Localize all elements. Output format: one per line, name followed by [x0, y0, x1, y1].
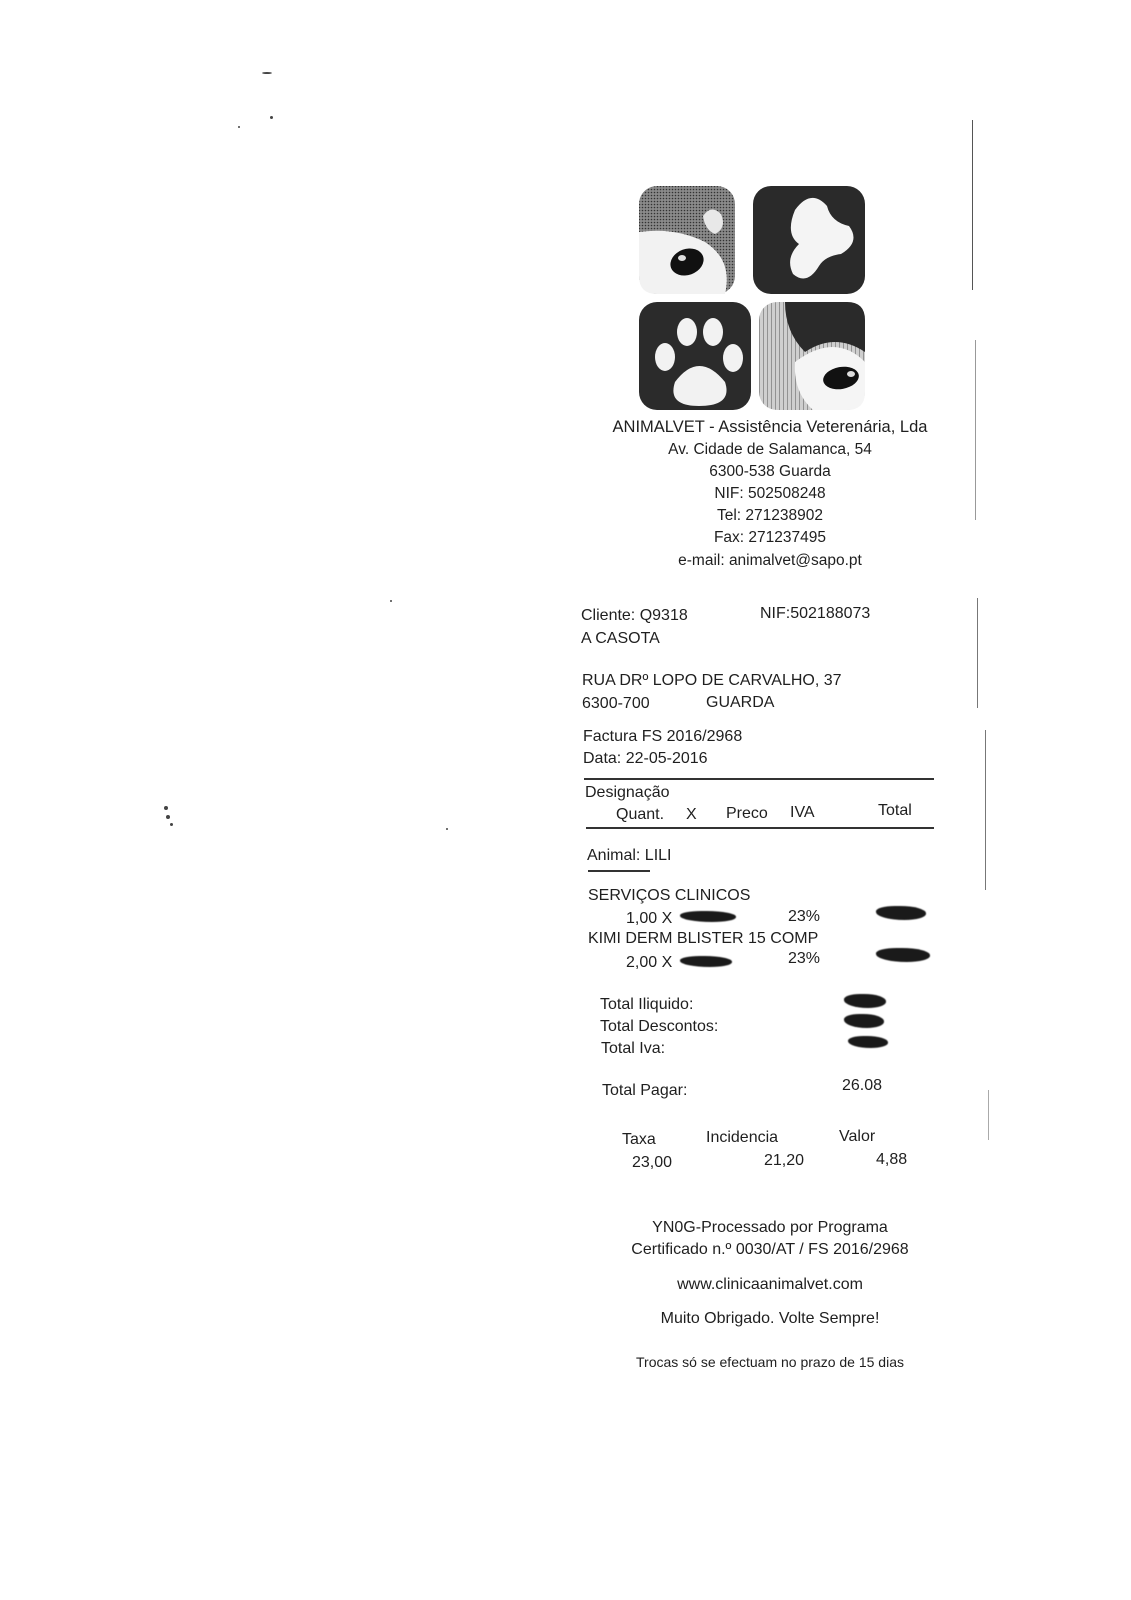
footer-thanks: Muito Obrigado. Volte Sempre!: [660, 1310, 880, 1327]
client-code: Cliente: Q9318: [581, 607, 688, 624]
company-address: Av. Cidade de Salamanca, 54: [668, 441, 872, 458]
client-city: GUARDA: [706, 694, 775, 711]
client-street: RUA DRº LOPO DE CARVALHO, 37: [582, 672, 842, 689]
invoice-date: Data: 22-05-2016: [583, 750, 708, 767]
scan-speck: [164, 806, 168, 810]
tax-base: 21,20: [764, 1152, 805, 1169]
item-2-name: KIMI DERM BLISTER 15 COMP: [588, 930, 819, 947]
header-price: Preco: [726, 805, 768, 822]
header-quantity: Quant.: [616, 806, 665, 823]
invoice-number: Factura FS 2016/2968: [583, 728, 743, 745]
redacted-total: [876, 948, 930, 962]
total-pay-value: 26.08: [842, 1077, 883, 1094]
footer-processed: YN0G-Processado por Programa: [652, 1219, 888, 1236]
item-1-name: SERVIÇOS CLINICOS: [588, 887, 751, 904]
redacted-total-liquid: [844, 994, 886, 1008]
tax-rate: 23,00: [632, 1154, 673, 1171]
company-nif: NIF: 502508248: [714, 485, 826, 502]
item-1-iva: 23%: [788, 908, 821, 925]
footer-website: www.clinicaanimalvet.com: [677, 1276, 863, 1293]
company-email: e-mail: animalvet@sapo.pt: [678, 552, 862, 569]
tax-header-value: Valor: [839, 1128, 876, 1145]
scan-speck: [166, 815, 170, 819]
animalvet-logo: [635, 182, 870, 414]
total-liquid-label: Total Iliquido:: [600, 996, 694, 1013]
scan-speck: [238, 126, 240, 128]
tax-header-rate: Taxa: [622, 1131, 656, 1148]
total-discount-label: Total Descontos:: [600, 1018, 719, 1035]
scan-speck: [390, 600, 392, 602]
tax-header-base: Incidencia: [706, 1129, 779, 1146]
scan-speck: [446, 828, 448, 830]
footer-exchange: Trocas só se efectuam no prazo de 15 dias: [636, 1354, 904, 1370]
header-x: X: [686, 806, 697, 823]
paper-edge-line: [985, 730, 986, 890]
company-fax: Fax: 271237495: [713, 529, 827, 546]
redacted-price: [680, 911, 736, 922]
redacted-total-discount: [844, 1014, 884, 1028]
client-postal: 6300-700: [582, 695, 650, 712]
company-postal: 6300-538 Guarda: [709, 463, 831, 480]
animal-name: Animal: LILI: [587, 847, 672, 864]
client-name: A CASOTA: [581, 630, 660, 647]
item-2-iva: 23%: [788, 950, 821, 967]
scan-speck: [170, 823, 173, 826]
divider-top: [584, 778, 934, 780]
scan-speck: [270, 116, 273, 119]
item-2-qty: 2,00 X: [626, 954, 673, 971]
total-pay-label: Total Pagar:: [602, 1082, 688, 1099]
receipt: [560, 170, 980, 1410]
animal-underline: [588, 870, 650, 872]
header-designation: Designação: [585, 784, 670, 801]
divider-bottom: [586, 827, 934, 829]
redacted-total: [876, 906, 926, 920]
header-total: Total: [878, 802, 912, 819]
item-1-qty: 1,00 X: [626, 910, 673, 927]
company-tel: Tel: 271238902: [716, 507, 823, 524]
client-nif: NIF:502188073: [760, 605, 871, 622]
redacted-price: [680, 956, 732, 967]
scan-speck: [262, 72, 272, 74]
header-iva: IVA: [790, 804, 815, 821]
paper-edge-line: [988, 1090, 989, 1140]
total-iva-label: Total Iva:: [601, 1040, 666, 1057]
footer-certificate: Certificado n.º 0030/AT / FS 2016/2968: [631, 1241, 909, 1258]
company-name: ANIMALVET - Assistência Veterenária, Lda: [612, 418, 928, 436]
tax-value: 4,88: [876, 1151, 908, 1168]
redacted-total-iva: [848, 1036, 888, 1048]
